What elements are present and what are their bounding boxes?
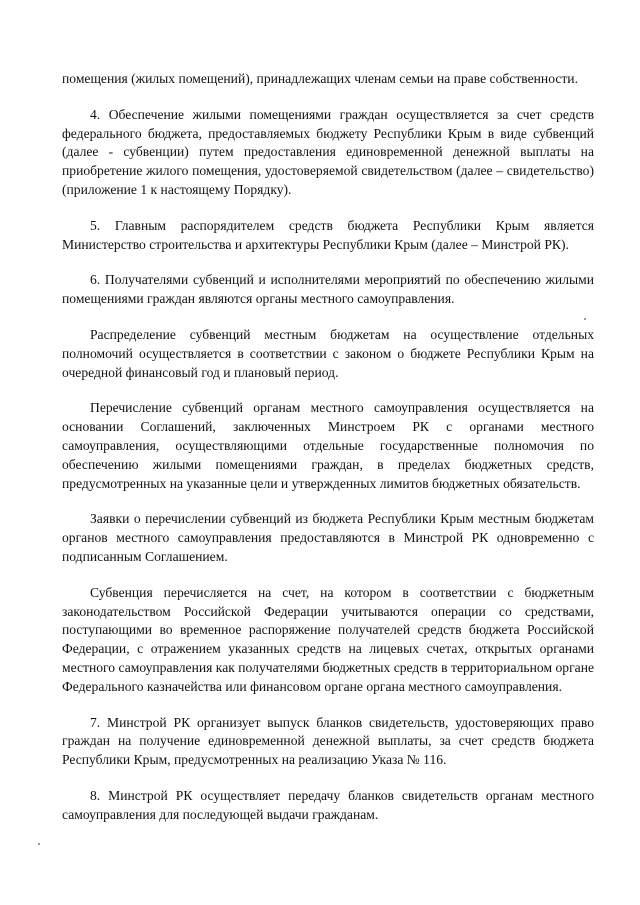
- paragraph-item-8: 8. Минстрой РК осуществляет передачу бланков свидетельств органам местного самоуправления для последующей выдачи гражданам.: [62, 787, 594, 822]
- paragraph-applications: Заявки о перечислении субвенций из бюджета Республики Крым местным бюджетам органов местного самоуправления предоставляются в Минстрой РК одновременно с подписанным Соглашением.: [62, 511, 594, 564]
- paragraph-distribution: Распределение субвенций местным бюджетам на осуществление отдельных полномочий осуществляется в соответствии с законом о бюджете Республики Крым на очередной финансовый год и плановый период.: [62, 326, 594, 380]
- paragraph-transfer: Перечисление субвенций органам местного самоуправления осуществляется на основании Соглашений, заключенных Минстроем РК с органами местного самоуправления, осуществляющими отдельные государственные полномочия по обеспечению жилыми помещениями граждан, в пределах бюджетных средств, предусмотренных на указанные цели и утвержденных лимитов бюджетных обязательств.: [62, 400, 594, 491]
- paragraph-item-7: 7. Минстрой РК организует выпуск бланков свидетельств, удостоверяющих право граждан на получение единовременной денежной выплаты, за счет средств бюджета Республики Крым, предусмотренных на реализацию Указа № 116.: [62, 714, 594, 768]
- scan-speck: [38, 843, 40, 845]
- document-body: [62, 70, 594, 842]
- paragraph-item-4: 4. Обеспечение жилыми помещениями граждан осуществляется за счет средств федерального бюджета, предоставляемых бюджету Республики Крым в виде субвенций (далее - субвенции) путем предоставления единовременной денежной выплаты на приобретение жилого помещения, удостоверяемой свидетельством (далее – свидетельство) (приложение 1 к настоящему Порядку).: [62, 106, 594, 197]
- paragraph-continuation: помещения (жилых помещений), принадлежащих членам семьи на праве собственности.: [62, 71, 578, 86]
- paragraph-subvention-account: Субвенция перечисляется на счет, на котором в соответствии с бюджетным законодательством Российской Федерации учитываются операции со средствами, поступающими во временное распоряжение получателей средств бюджета Российской Федерации, с отражением указанных средств на лицевых счетах, открытых органами местного самоуправления как получателями бюджетных средств в территориальном органе Федерального казначейства или финансовом органе органа местного самоуправления.: [62, 584, 594, 694]
- paragraph-item-5: 5. Главным распорядителем средств бюджета Республики Крым является Министерство строительства и архитектуры Республики Крым (далее – Минстрой РК).: [62, 217, 594, 252]
- paragraph-item-6: 6. Получателями субвенций и исполнителями мероприятий по обеспечению жилыми помещениями граждан являются органы местного самоуправления.: [62, 272, 594, 307]
- scan-speck: [584, 318, 586, 320]
